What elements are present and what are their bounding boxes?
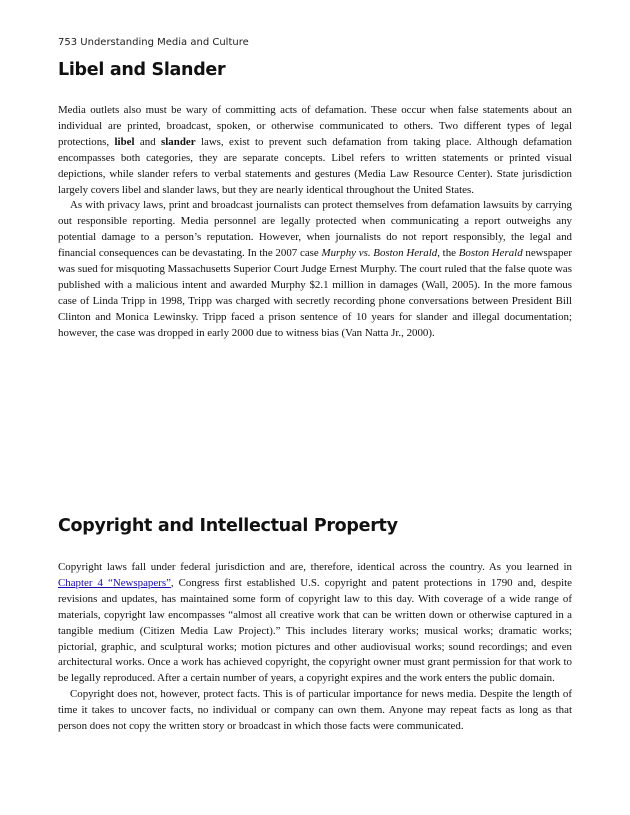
libel-p2-text-c: newspaper was sued for misquoting Massachusetts Superior Court Judge Ernest Murphy. The court ruled that the false quote was published with a malicious intent and awarded Murphy $2.1 million in damages (Wall, 2005). In the more famous case of Linda Tripp in 1998, Tripp was charged with secretly recording phone conversations between President Bill Clinton and Monica Lewinsky. Tripp faced a prison sentence of 10 years for slander and illegal documentation; however, the case was dropped in early 2000 due to witness bias (Van Natta Jr., 2000). [58, 247, 572, 339]
libel-slander-heading: Libel and Slander [58, 60, 226, 80]
copyright-p1-text-a: Copyright laws fall under federal jurisdiction and are, therefore, identical across the country. As you learned in [58, 561, 572, 573]
libel-paragraph-1 [58, 103, 572, 198]
libel-p1-text-c: laws, exist to prevent such defamation from taking place. Although defamation encompasses both categories, they are separate concepts. Libel refers to written statements or printed visual depictions, while slander refers to verbal statements and gestures (Media Law Resource Center). State jurisdiction largely covers libel and slander laws, but they are nearly identical throughout the United States. [58, 135, 572, 196]
libel-paragraph-2 [58, 198, 572, 341]
book-title: Understanding Media and Culture [80, 37, 249, 48]
libel-p1-text-a: Media outlets also must be wary of committing acts of defamation. These occur when false statements about an individual are printed, broadcast, spoken, or otherwise communicated to others. Two different types of legal protections, [58, 104, 572, 148]
running-header [58, 37, 249, 48]
libel-p2-text-a: As with privacy laws, print and broadcast journalists can protect themselves from defamation lawsuits by carrying out responsible reporting. Media personnel are legally protected when communicating a report outweighs any potential damage to a person’s reputation. However, when journalists do not report responsibly, the legal and financial consequences can be devastating. In the 2007 case [58, 199, 572, 260]
term-libel: libel [114, 135, 135, 148]
chapter-4-newspapers-link[interactable]: Chapter 4 “Newspapers” [58, 576, 171, 589]
copyright-section [58, 560, 572, 735]
libel-p1-text-b: and [134, 135, 162, 148]
page-number: 753 [58, 37, 78, 48]
newspaper-name: Boston Herald [458, 247, 523, 260]
case-name: Murphy vs. Boston Herald [321, 247, 438, 260]
libel-p2-text-b: , the [437, 247, 459, 260]
libel-slander-section [58, 103, 572, 342]
copyright-paragraph-2: Copyright does not, however, protect facts. This is of particular importance for news media. Despite the length of time it takes to uncover facts, no individual or company can own them. Anyone may repeat facts as long as that person does not copy the written story or broadcast in which those facts were communicated. [58, 688, 572, 733]
term-slander: slander [161, 135, 196, 148]
copyright-p1-text-b: , Congress first established U.S. copyright and patent protections in 1790 and, despite revisions and updates, has maintained some form of copyright law to this day. With coverage of a wide range of materials, copyright law encompasses “almost all creative work that can be written down or otherwise captured in a tangible medium (Citizen Media Law Project).” This includes literary works; musical works; dramatic works; pictorial, graphic, and sculptural works; motion pictures and other audiovisual works; sound recordings; and even architectural works. Once a work has achieved copyright, the copyright owner must grant permission for that work to be legally reproduced. After a certain number of years, a copyright expires and the work enters the public domain. [58, 576, 572, 685]
copyright-paragraph-1 [58, 560, 572, 687]
copyright-heading: Copyright and Intellectual Property [58, 516, 398, 536]
